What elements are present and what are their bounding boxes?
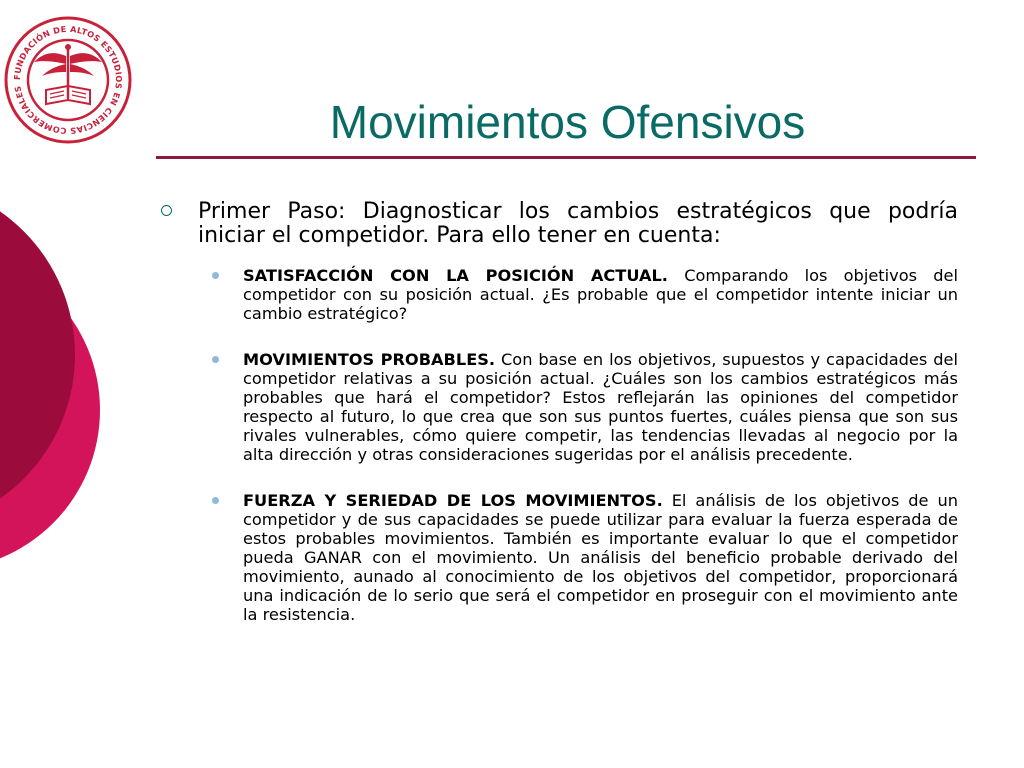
sub-point-body: El análisis de los objetivos de un competidor y de sus capacidades se puede utilizar para evaluar la fuerza esperada de estos probables movimientos. También es importante evaluar lo que el competidor pueda GANAR con el movimiento. Un análisis del beneficio probable derivado del movimiento, aunado al conocimiento de los objetivos del competidor, proporcionará una indicación de lo serio que será el competidor en proseguir con el movimiento ante la resistencia.: [243, 491, 958, 624]
sub-point-heading: MOVIMIENTOS PROBABLES.: [243, 350, 496, 369]
hollow-circle-bullet-icon: [160, 200, 198, 216]
sub-point-body: Comparando los objetivos del competidor con su posición actual. ¿Es probable que el competidor intente iniciar un cambio estratégico?: [243, 266, 959, 323]
dot-bullet-icon: [210, 350, 243, 363]
slide-title: Movimientos Ofensivos: [329, 96, 806, 148]
sub-point-heading: SATISFACCIÓN CON LA POSICIÓN ACTUAL.: [243, 266, 668, 285]
sub-point-text: [243, 350, 958, 464]
slide-content: [160, 200, 958, 651]
sub-point-text: [243, 491, 958, 624]
dot-bullet-icon: [210, 266, 243, 279]
main-bullet-point: [160, 200, 958, 248]
sub-point-heading: FUERZA Y SERIEDAD DE LOS MOVIMIENTOS.: [243, 491, 663, 510]
sub-point-body: Con base en los objetivos, supuestos y capacidades del competidor relativas a su posición actual. ¿Cuáles son los cambios estratégicos más probables que hará el competidor? Estos reflejarán las opiniones del competidor respecto al futuro, lo que crea que son sus puntos fuertes, cuáles piensa que son sus rivales vulnerables, cómo quiere competir, las tendencias llevadas al negocio por la alta dirección y otras consideraciones sugeridas por el análisis precedente.: [243, 350, 958, 464]
foundation-logo-seal: [2, 14, 134, 146]
dot-bullet-icon: [210, 491, 243, 504]
sub-point-item: [210, 491, 958, 624]
sub-point-text: [243, 266, 958, 323]
title-divider: [156, 156, 976, 159]
sub-point-item: [210, 350, 958, 464]
logo-ring-text: FUNDACIÓN DE ALTOS ESTUDIOS EN CIENCIAS COMERCIALES: [11, 23, 125, 137]
sub-point-list: [210, 266, 958, 624]
main-point-text: Primer Paso: Diagnosticar los cambios estratégicos que podría iniciar el competidor. Para ello tener en cuenta:: [198, 199, 958, 248]
open-book-icon: [46, 86, 90, 104]
sub-point-item: [210, 266, 958, 323]
